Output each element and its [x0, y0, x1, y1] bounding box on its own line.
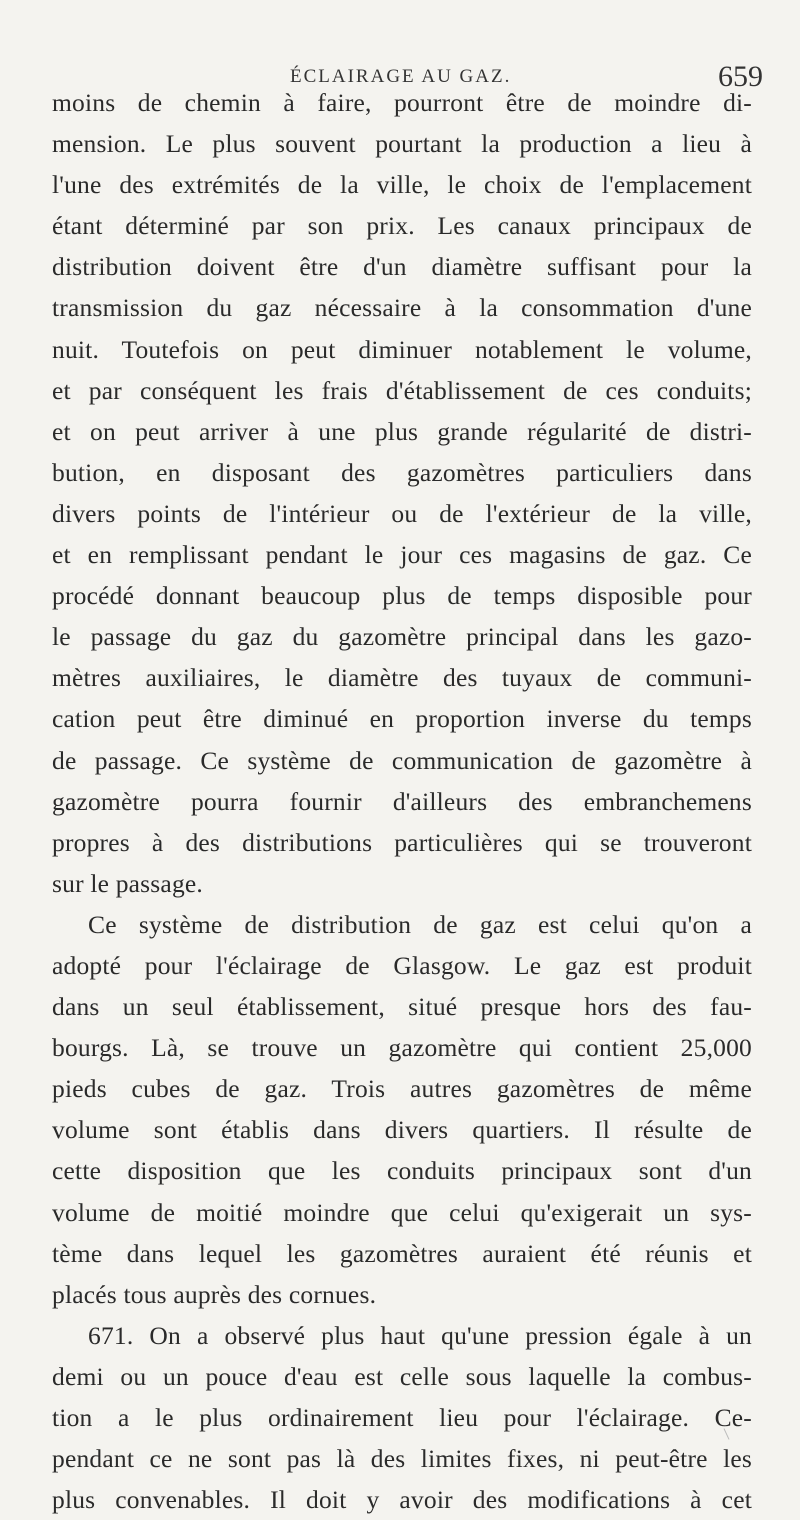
text-line: procédé donnant beaucoup plus de temps disposible pour: [52, 581, 752, 611]
page-number: 659: [718, 60, 763, 93]
text-line: le passage du gaz du gazomètre principal dans les gazo-: [52, 622, 752, 652]
text-line: et par conséquent les frais d'établissement de ces conduits;: [52, 375, 752, 405]
text-line: transmission du gaz nécessaire à la consommation d'une: [52, 293, 752, 323]
text-line: volume sont établis dans divers quartiers. Il résulte de: [52, 1115, 752, 1145]
text-line: plus convenables. Il doit y avoir des modifications à cet: [52, 1485, 752, 1515]
text-line: pieds cubes de gaz. Trois autres gazomètres de même: [52, 1074, 752, 1104]
section-671-start-line: 671. On a observé plus haut qu'une pression égale à un: [88, 1320, 752, 1350]
text-line: étant déterminé par son prix. Les canaux principaux de: [52, 211, 752, 241]
text-line: mension. Le plus souvent pourtant la production a lieu à: [52, 129, 752, 159]
text-line: bourgs. Là, se trouve un gazomètre qui contient 25,000: [52, 1033, 752, 1063]
text-line: mètres auxiliaires, le diamètre des tuyaux de communi-: [52, 663, 752, 693]
text-line: cation peut être diminué en proportion inverse du temps: [52, 704, 752, 734]
text-line: nuit. Toutefois on peut diminuer notablement le volume,: [52, 334, 752, 364]
text-line: bution, en disposant des gazomètres particuliers dans: [52, 457, 752, 487]
text-line: demi ou un pouce d'eau est celle sous laquelle la combus-: [52, 1361, 752, 1391]
text-line: moins de chemin à faire, pourront être de moindre di-: [52, 88, 752, 117]
text-line: tème dans lequel les gazomètres auraient été réunis et: [52, 1238, 752, 1268]
text-line: tion a le plus ordinairement lieu pour l'éclairage. Ce-: [52, 1403, 752, 1432]
paragraph-end-line: placés tous auprès des cornues.: [52, 1279, 377, 1309]
text-line: distribution doivent être d'un diamètre suffisant pour la: [52, 252, 752, 282]
paragraph-start-line: Ce système de distribution de gaz est celui qu'on a: [88, 909, 752, 939]
text-line: dans un seul établissement, situé presque hors des fau-: [52, 992, 752, 1022]
text-line: et en remplissant pendant le jour ces magasins de gaz. Ce: [52, 540, 752, 570]
paragraph-end-line: sur le passage.: [52, 868, 203, 898]
text-line: pendant ce ne sont pas là des limites fixes, ni peut-être les: [52, 1444, 752, 1474]
text-line: divers points de l'intérieur ou de l'extérieur de la ville,: [52, 498, 752, 528]
running-title: ÉCLAIRAGE AU GAZ.: [290, 66, 512, 87]
text-line: adopté pour l'éclairage de Glasgow. Le gaz est produit: [52, 950, 752, 980]
body-text: [52, 82, 752, 1520]
text-line: cette disposition que les conduits principaux sont d'un: [52, 1156, 752, 1186]
text-line: volume de moitié moindre que celui qu'exigerait un sys-: [52, 1197, 752, 1227]
text-line: et on peut arriver à une plus grande régularité de distri-: [52, 416, 752, 446]
text-line: propres à des distributions particulières qui se trouveront: [52, 827, 752, 857]
text-line: de passage. Ce système de communication de gazomètre à: [52, 745, 752, 775]
text-line: l'une des extrémités de la ville, le choix de l'emplacement: [52, 170, 752, 200]
text-line: gazomètre pourra fournir d'ailleurs des embranchemens: [52, 786, 752, 816]
